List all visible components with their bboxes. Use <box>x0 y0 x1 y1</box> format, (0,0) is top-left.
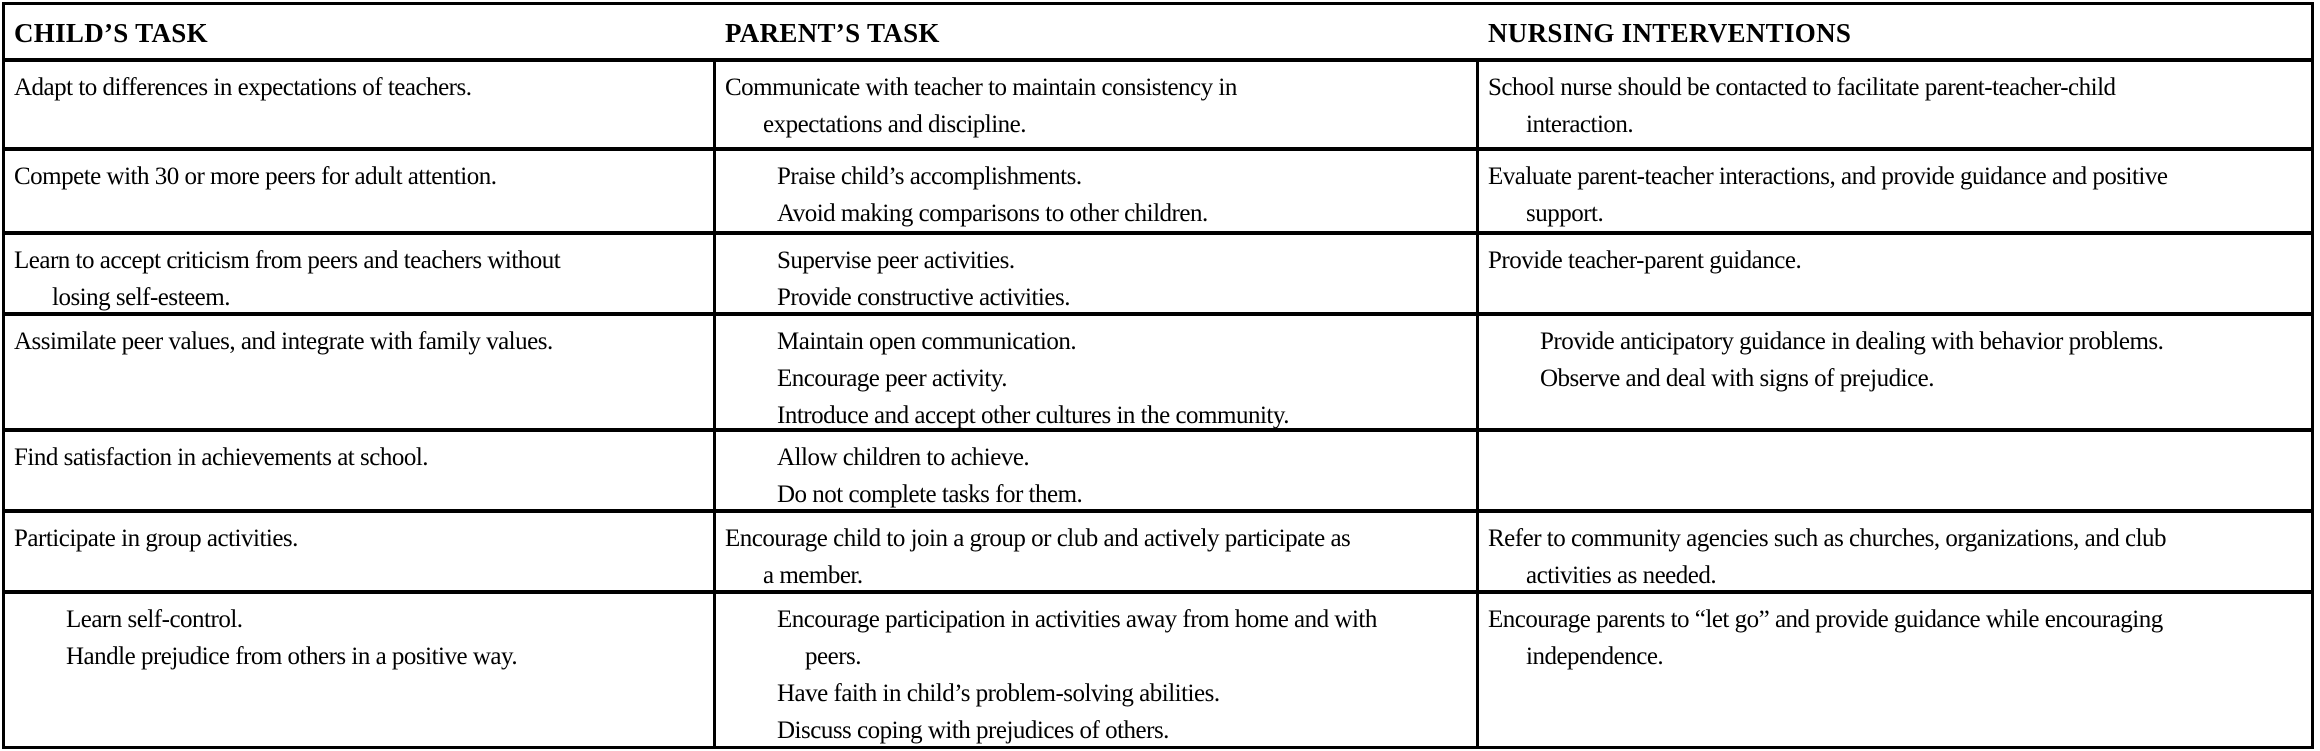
cell-parent-task <box>716 316 1479 428</box>
cell-line: Assimilate peer values, and integrate with family values. <box>14 328 553 355</box>
cell-line: Discuss coping with prejudices of others. <box>777 717 1169 744</box>
cell-child-task <box>5 62 716 147</box>
cell-line: Praise child’s accomplishments. <box>777 163 1082 190</box>
table-row <box>5 432 2311 513</box>
developmental-tasks-table <box>2 2 2314 749</box>
cell-line: interaction. <box>1526 111 1634 138</box>
cell-child-task <box>5 235 716 312</box>
cell-line: Supervise peer activities. <box>777 247 1015 274</box>
cell-child-task <box>5 513 716 590</box>
cell-parent-task <box>716 151 1479 231</box>
cell-line: expectations and discipline. <box>763 111 1027 138</box>
cell-line: Observe and deal with signs of prejudice. <box>1540 365 1934 392</box>
cell-line: losing self-esteem. <box>52 284 230 311</box>
table-row <box>5 594 2311 749</box>
cell-line: Do not complete tasks for them. <box>777 481 1083 508</box>
header-row <box>5 5 2311 62</box>
cell-line: Adapt to differences in expectations of teachers. <box>14 74 472 101</box>
cell-line: Have faith in child’s problem-solving abilities. <box>777 680 1220 707</box>
cell-line: Handle prejudice from others in a positive way. <box>66 643 518 670</box>
cell-line: Evaluate parent-teacher interactions, and provide guidance and positive <box>1488 163 2168 190</box>
cell-line: Introduce and accept other cultures in the community. <box>777 402 1289 428</box>
cell-line: Provide anticipatory guidance in dealing with behavior problems. <box>1540 328 2164 355</box>
cell-parent-task <box>716 513 1479 590</box>
cell-line: Encourage peer activity. <box>777 365 1008 392</box>
header-parent-task: PARENT’S TASK <box>725 18 940 48</box>
cell-parent-task <box>716 62 1479 147</box>
cell-nursing-interventions <box>1479 62 2311 147</box>
cell-nursing-interventions <box>1479 235 2311 312</box>
table-row <box>5 513 2311 594</box>
cell-line: Encourage parents to “let go” and provide guidance while encouraging <box>1488 606 2163 633</box>
cell-nursing-interventions <box>1479 594 2311 749</box>
cell-line: Encourage child to join a group or club and actively participate as <box>725 525 1351 552</box>
cell-nursing-interventions <box>1479 513 2311 590</box>
cell-line: a member. <box>763 562 863 589</box>
table-row <box>5 316 2311 432</box>
header-child-task: CHILD’S TASK <box>14 18 208 48</box>
cell-parent-task <box>716 235 1479 312</box>
cell-line: Compete with 30 or more peers for adult attention. <box>14 163 497 190</box>
cell-child-task <box>5 151 716 231</box>
cell-line: Find satisfaction in achievements at school. <box>14 444 429 471</box>
table-row <box>5 235 2311 316</box>
header-nursing-interventions: NURSING INTERVENTIONS <box>1488 18 1852 48</box>
cell-line: Encourage participation in activities away from home and with <box>777 606 1377 633</box>
cell-child-task <box>5 594 716 749</box>
cell-line: Avoid making comparisons to other children. <box>777 200 1208 227</box>
cell-line: School nurse should be contacted to facilitate parent-teacher-child <box>1488 74 2116 101</box>
cell-line: Refer to community agencies such as churches, organizations, and club <box>1488 525 2167 552</box>
cell-line: independence. <box>1526 643 1664 670</box>
cell-line: activities as needed. <box>1526 562 1717 589</box>
cell-line: Provide teacher-parent guidance. <box>1488 247 1802 274</box>
cell-line: Participate in group activities. <box>14 525 298 552</box>
cell-line: Communicate with teacher to maintain consistency in <box>725 74 1237 101</box>
cell-nursing-interventions-empty <box>1479 432 2311 509</box>
cell-nursing-interventions <box>1479 151 2311 231</box>
table-body <box>5 62 2311 749</box>
cell-nursing-interventions <box>1479 316 2311 428</box>
cell-line: peers. <box>805 643 861 670</box>
cell-line: Maintain open communication. <box>777 328 1077 355</box>
cell-line: Learn self-control. <box>66 606 243 633</box>
cell-child-task <box>5 432 716 509</box>
cell-line: Allow children to achieve. <box>777 444 1030 471</box>
table-row <box>5 151 2311 235</box>
table-row <box>5 62 2311 151</box>
cell-parent-task <box>716 432 1479 509</box>
cell-parent-task <box>716 594 1479 749</box>
cell-line: Learn to accept criticism from peers and teachers without <box>14 247 561 274</box>
cell-line: Provide constructive activities. <box>777 284 1070 311</box>
cell-line: support. <box>1526 200 1604 227</box>
cell-child-task <box>5 316 716 428</box>
